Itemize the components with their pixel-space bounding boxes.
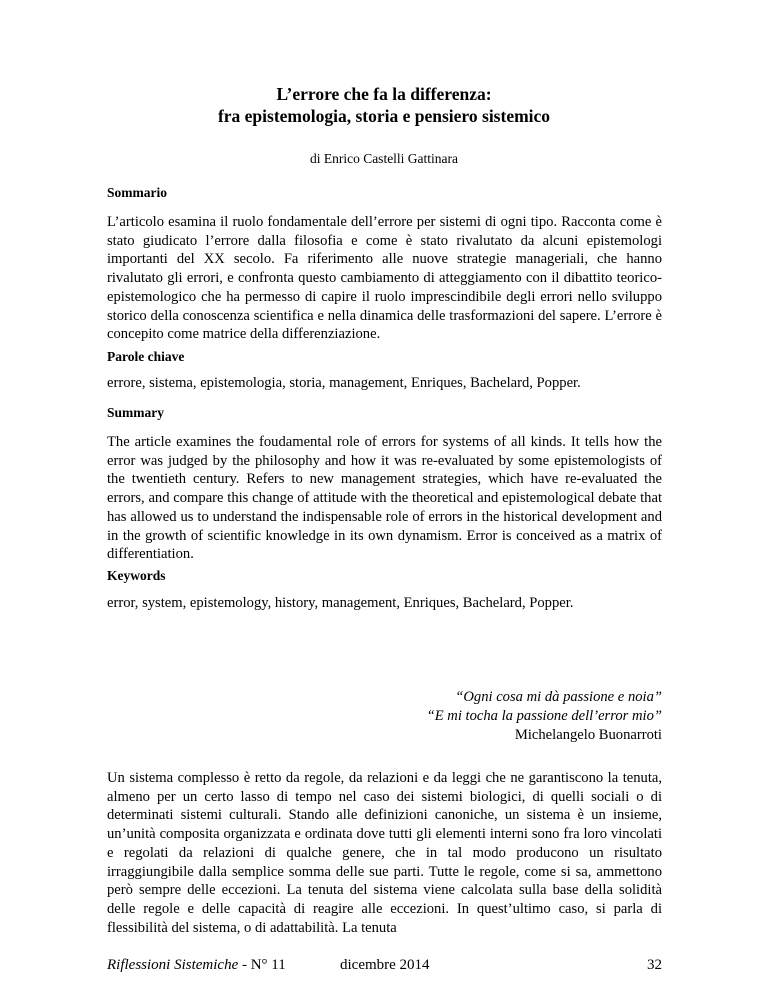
body-paragraph: Un sistema complesso è retto da regole, da relazioni e da leggi che ne garantiscono la tenuta, almeno per un certo lasso di tempo nel caso dei sistemi biologici, di quelli sociali o di determinati sistemi culturali. Stando alle definizioni canoniche, un sistema è un insieme, un’unità composita organizzata e ordinata dove tutti gli elementi interni sono fra loro vincolati e regolati da relazioni di qualche genere, che in tal modo producono un risultato irraggiungibile dalla semplice somma delle sue parti. Tutte le regole, come si sa, ammettono però sempre delle eccezioni. La tenuta del sistema viene calcolata sulla base della solidità delle regole e delle capacità di reagire alle eccezioni. In quest’ultimo caso, si parla di flessibilità del sistema, o di adattabilità. La tenuta: [107, 770, 662, 936]
summary-text: The article examines the foudamental role of errors for systems of all kinds. It tells how the error was judged by the philosophy and how it was re-evaluated by some epistemologists of the twentieth century. Refers to new management strategies, which have re-evaluated the errors, and compare this change of attitude with the theoretical and epistemological debate that has allowed us to understand the indispensable role of errors in the historical development and in the growth of scientific knowledge in its own dynamism. Error is conceived as a matrix of differentiation.: [107, 434, 662, 563]
footer-journal: [107, 955, 286, 975]
sommario-heading: Sommario: [107, 185, 167, 200]
epigraph: [427, 688, 662, 745]
footer-page-number: 32: [647, 957, 662, 973]
article-title-line-2: fra epistemologia, storia e pensiero sistemico: [217, 106, 551, 126]
page-footer: [107, 955, 662, 975]
footer-issue: - N° 11: [238, 957, 286, 973]
summary-heading: Summary: [107, 405, 164, 420]
sommario-text: L’articolo esamina il ruolo fondamentale dell’errore per sistemi di ogni tipo. Racconta come è stato giudicato l’errore dalla filosofia e come è stato rivalutato da alcuni epistemologi importanti del XX secolo. Fa riferimento alle nuove strategie manageriali, che hanno rivalutato gli errori, e confronta questo cambiamento di atteggiamento con il dibattito teorico-epistemologico che ha permesso di capire il ruolo imprescindibile degli errori nello sviluppo storico della conoscenza scientifica e nella dinamica delle trasformazioni del sapere. L’errore è concepito come matrice della differenziazione.: [107, 214, 662, 343]
keywords-text: error, system, epistemology, history, management, Enriques, Bachelard, Popper.: [107, 595, 574, 611]
footer-journal-name: Riflessioni Sistemiche: [107, 957, 239, 973]
parole-chiave-text: errore, sistema, epistemologia, storia, management, Enriques, Bachelard, Popper.: [107, 375, 581, 391]
footer-date: dicembre 2014: [340, 957, 430, 973]
epigraph-attribution: Michelangelo Buonarroti: [514, 727, 662, 743]
epigraph-quote-line-1: “Ogni cosa mi dà passione e noia”: [455, 689, 662, 705]
epigraph-quote-line-2: “E mi tocha la passione dell’error mio”: [426, 708, 662, 724]
parole-chiave-heading: Parole chiave: [107, 349, 185, 364]
author-byline: di Enrico Castelli Gattinara: [309, 151, 459, 166]
keywords-heading: Keywords: [107, 568, 166, 583]
article-title-line-1: L’errore che fa la differenza:: [276, 84, 492, 104]
